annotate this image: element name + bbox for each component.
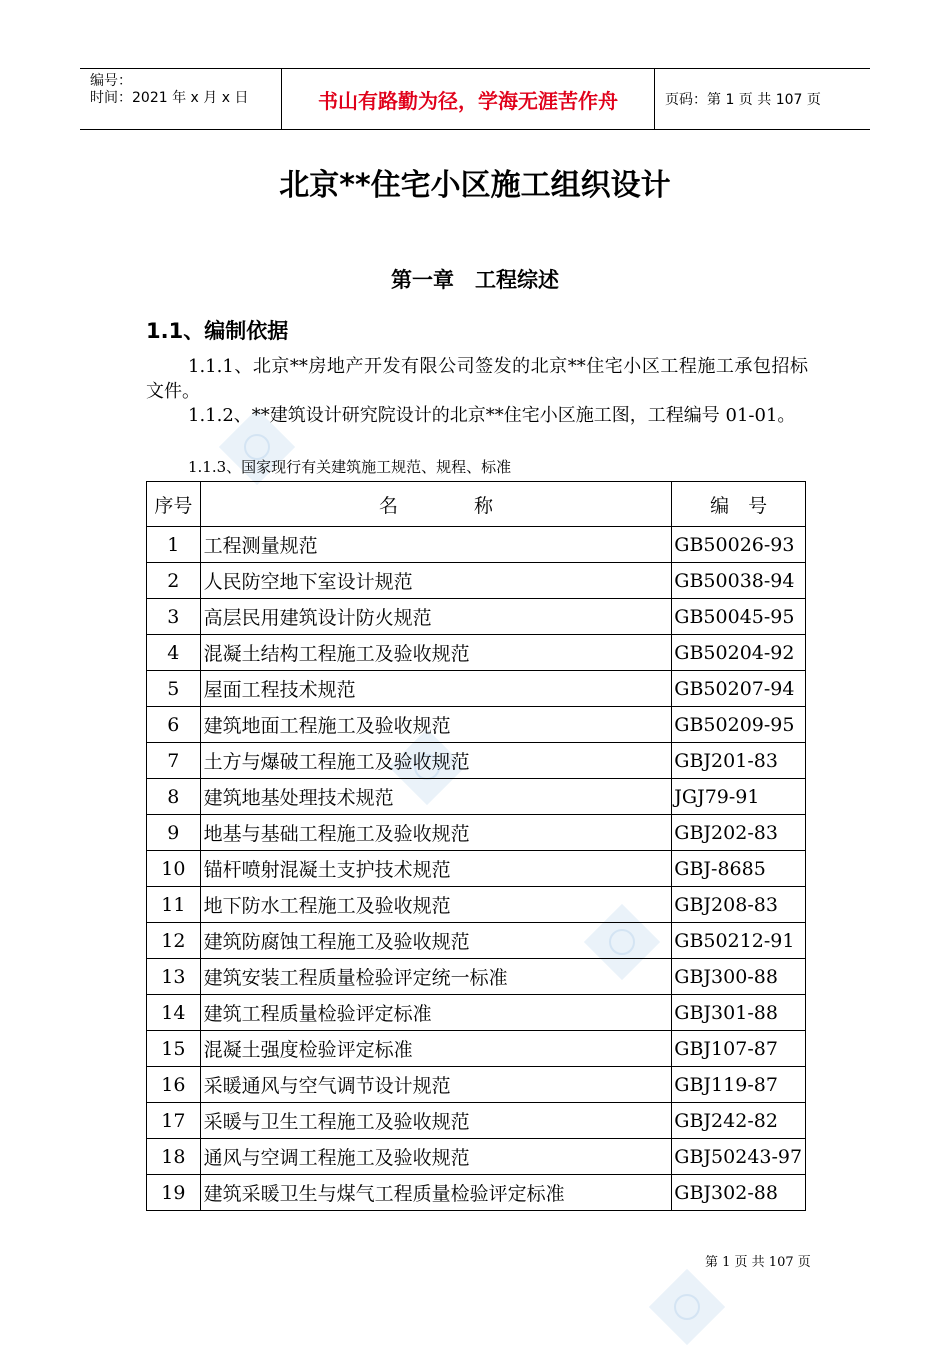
row-number: 6 [147, 707, 201, 743]
table-row [147, 1175, 806, 1211]
row-code: GBJ242-82 [672, 1103, 806, 1139]
row-name: 地下防水工程施工及验收规范 [200, 887, 672, 923]
row-number: 18 [147, 1139, 201, 1175]
row-code: GBJ202-83 [672, 815, 806, 851]
row-code: GB50026-93 [672, 527, 806, 563]
row-number: 19 [147, 1175, 201, 1211]
row-name: 土方与爆破工程施工及验收规范 [200, 743, 672, 779]
row-number: 3 [147, 599, 201, 635]
document-title: 北京**住宅小区施工组织设计 [279, 168, 671, 203]
row-number: 12 [147, 923, 201, 959]
row-name: 建筑工程质量检验评定标准 [200, 995, 672, 1031]
row-name: 建筑地面工程施工及验收规范 [200, 707, 672, 743]
row-number: 9 [147, 815, 201, 851]
table-row [147, 527, 806, 563]
table-row [147, 995, 806, 1031]
row-code: GBJ50243-97 [672, 1139, 806, 1175]
row-code: GBJ300-88 [672, 959, 806, 995]
header-meta [80, 69, 281, 129]
table-row [147, 671, 806, 707]
row-number: 17 [147, 1103, 201, 1139]
time-label: 时间：2021 年 x 月 x 日 [90, 90, 249, 106]
table-row [147, 1139, 806, 1175]
paragraph: 1.1.3、国家现行有关建筑施工规范、规程、标准 [188, 458, 512, 476]
table-row [147, 779, 806, 815]
table-row [147, 635, 806, 671]
row-code: GBJ301-88 [672, 995, 806, 1031]
row-name: 采暖通风与空气调节设计规范 [200, 1067, 672, 1103]
row-code: GB50045-95 [672, 599, 806, 635]
row-number: 11 [147, 887, 201, 923]
row-name: 建筑防腐蚀工程施工及验收规范 [200, 923, 672, 959]
header-motto: 书山有路勤为径，学海无涯苦作舟 [281, 69, 655, 129]
row-name: 建筑采暖卫生与煤气工程质量检验评定标准 [200, 1175, 672, 1211]
row-name: 高层民用建筑设计防火规范 [200, 599, 672, 635]
table-row [147, 599, 806, 635]
row-code: GBJ107-87 [672, 1031, 806, 1067]
row-name: 屋面工程技术规范 [200, 671, 672, 707]
table-row [147, 563, 806, 599]
row-code: GBJ-8685 [672, 851, 806, 887]
paragraph: 1.1.2、**建筑设计研究院设计的北京**住宅小区施工图，工程编号 01-01。 [188, 405, 796, 426]
page-footer: 第 1 页 共 107 页 [705, 1255, 811, 1270]
row-number: 2 [147, 563, 201, 599]
row-number: 5 [147, 671, 201, 707]
section-heading: 1.1、编制依据 [146, 319, 289, 343]
row-code: GB50038-94 [672, 563, 806, 599]
row-name: 通风与空调工程施工及验收规范 [200, 1139, 672, 1175]
row-name: 建筑地基处理技术规范 [200, 779, 672, 815]
table-row [147, 851, 806, 887]
watermark-diamond [649, 1269, 725, 1345]
row-name: 地基与基础工程施工及验收规范 [200, 815, 672, 851]
row-number: 7 [147, 743, 201, 779]
row-code: GB50204-92 [672, 635, 806, 671]
row-code: GBJ119-87 [672, 1067, 806, 1103]
number-label: 编号： [90, 73, 132, 89]
table-row [147, 743, 806, 779]
standards-table [146, 481, 806, 1211]
row-name: 锚杆喷射混凝土支护技术规范 [200, 851, 672, 887]
row-name: 工程测量规范 [200, 527, 672, 563]
row-number: 4 [147, 635, 201, 671]
paragraph: 1.1.1、北京**房地产开发有限公司签发的北京**住宅小区工程施工承包招标文件。 [146, 356, 808, 402]
table-row [147, 1067, 806, 1103]
page-header [80, 68, 870, 130]
row-code: GBJ208-83 [672, 887, 806, 923]
table-row [147, 707, 806, 743]
row-number: 14 [147, 995, 201, 1031]
header-cell-no: 序号 [147, 482, 201, 527]
chapter-heading: 第一章 工程综述 [391, 268, 559, 292]
row-name: 混凝土结构工程施工及验收规范 [200, 635, 672, 671]
table-row [147, 887, 806, 923]
row-code: GBJ302-88 [672, 1175, 806, 1211]
table-row [147, 1103, 806, 1139]
row-number: 10 [147, 851, 201, 887]
row-number: 8 [147, 779, 201, 815]
header-cell-code: 编 号 [672, 482, 806, 527]
row-name: 人民防空地下室设计规范 [200, 563, 672, 599]
row-name: 混凝土强度检验评定标准 [200, 1031, 672, 1067]
row-code: GB50209-95 [672, 707, 806, 743]
row-number: 16 [147, 1067, 201, 1103]
row-number: 13 [147, 959, 201, 995]
row-code: JGJ79-91 [672, 779, 806, 815]
row-code: GB50212-91 [672, 923, 806, 959]
header-cell-name: 名 称 [200, 482, 672, 527]
row-number: 1 [147, 527, 201, 563]
row-name: 建筑安装工程质量检验评定统一标准 [200, 959, 672, 995]
table-row [147, 1031, 806, 1067]
row-number: 15 [147, 1031, 201, 1067]
table-row [147, 815, 806, 851]
table-row [147, 923, 806, 959]
table-header-row [147, 482, 806, 527]
row-code: GBJ201-83 [672, 743, 806, 779]
header-page-info: 页码：第 1 页 共 107 页 [665, 92, 821, 108]
row-name: 采暖与卫生工程施工及验收规范 [200, 1103, 672, 1139]
table-row [147, 959, 806, 995]
row-code: GB50207-94 [672, 671, 806, 707]
